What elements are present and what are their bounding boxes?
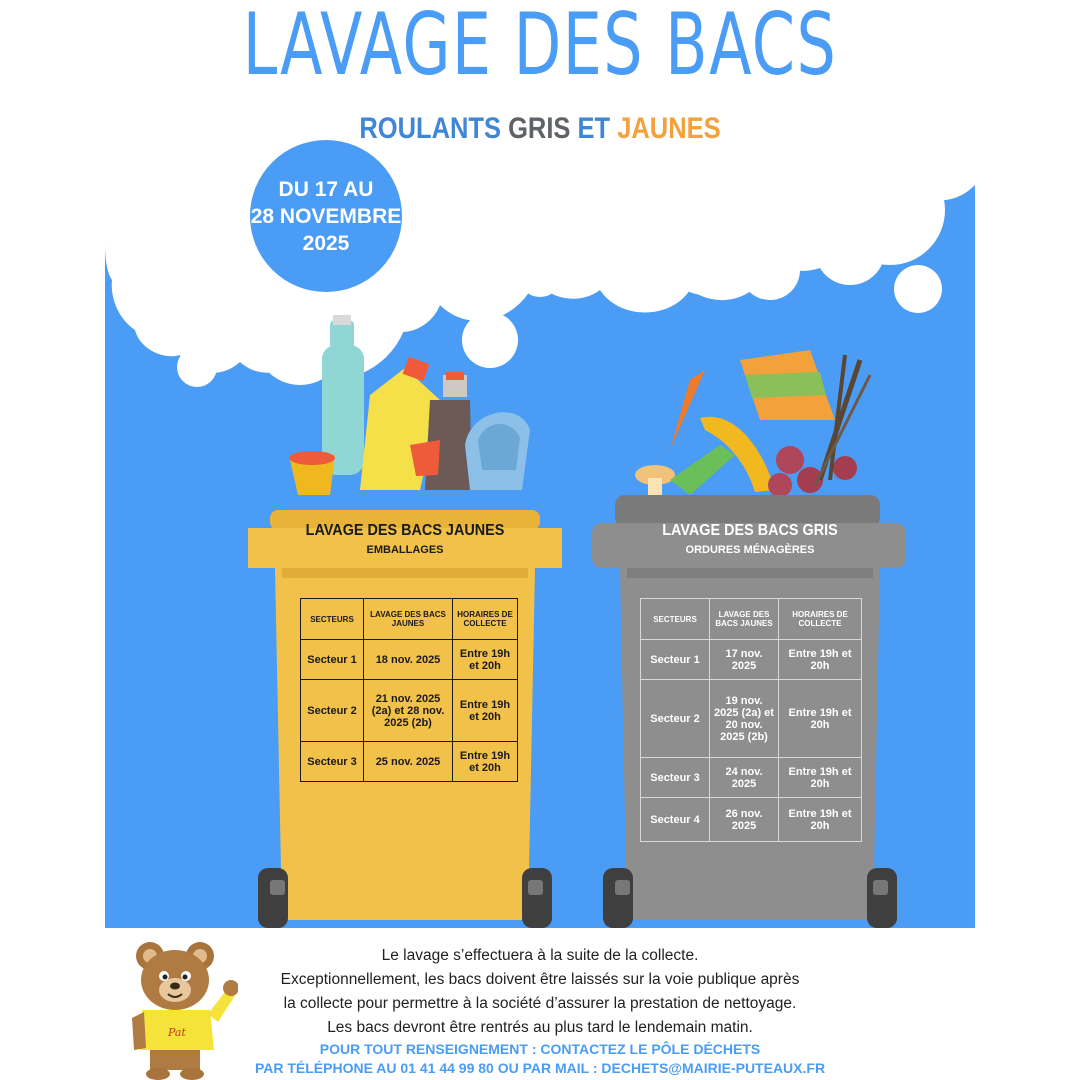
table-header-row bbox=[301, 599, 518, 640]
table-cell: Secteur 4 bbox=[641, 798, 710, 842]
table-row bbox=[641, 798, 862, 842]
yellow-bin-subtitle: EMBALLAGES bbox=[366, 544, 444, 556]
table-cell: 24 nov. 2025 bbox=[710, 758, 779, 798]
table-cell: Entre 19h et 20h bbox=[453, 680, 518, 742]
table-cell: Secteur 3 bbox=[641, 758, 710, 798]
table-cell: Entre 19h et 20h bbox=[453, 640, 518, 680]
column-header: SECTEURS bbox=[301, 599, 364, 640]
yellow-schedule-table bbox=[300, 598, 518, 782]
column-header: SECTEURS bbox=[641, 599, 710, 640]
grey-bin-subtitle: ORDURES MÉNAGÈRES bbox=[685, 544, 815, 556]
table-cell: Entre 19h et 20h bbox=[779, 640, 862, 680]
footer-line-1: Le lavage s’effectuera à la suite de la collecte. bbox=[381, 947, 699, 964]
table-cell: Secteur 2 bbox=[641, 680, 710, 758]
table-row bbox=[641, 758, 862, 798]
table-row bbox=[301, 640, 518, 680]
table-cell: Entre 19h et 20h bbox=[453, 742, 518, 782]
date-line-1: DU 17 AU bbox=[278, 177, 374, 201]
date-line-3: 2025 bbox=[302, 231, 350, 255]
grey-bin-heading bbox=[595, 522, 905, 556]
date-line-2: 28 NOVEMBRE bbox=[250, 204, 402, 228]
column-header: HORAIRES DE COLLECTE bbox=[779, 599, 862, 640]
table-cell: Secteur 1 bbox=[301, 640, 364, 680]
table-cell: 25 nov. 2025 bbox=[364, 742, 453, 782]
mascot-shirt-text: Pat bbox=[168, 1026, 186, 1039]
table-header-row bbox=[641, 599, 862, 640]
table-row bbox=[641, 640, 862, 680]
page-subtitle bbox=[81, 112, 999, 146]
table-cell: Secteur 3 bbox=[301, 742, 364, 782]
table-cell: 21 nov. 2025 (2a) et 28 nov. 2025 (2b) bbox=[364, 680, 453, 742]
table-cell: 17 nov. 2025 bbox=[710, 640, 779, 680]
contact-line-1: POUR TOUT RENSEIGNEMENT : CONTACTEZ LE PÔLE DÉCHETS bbox=[319, 1041, 761, 1057]
subtitle-part-gris: GRIS bbox=[508, 112, 571, 145]
contact-info bbox=[150, 1040, 930, 1078]
table-cell: Secteur 1 bbox=[641, 640, 710, 680]
table-cell: Entre 19h et 20h bbox=[779, 758, 862, 798]
footer-line-2: Exceptionnellement, les bacs doivent être laissés sur la voie publique après bbox=[280, 971, 800, 988]
footer-notice bbox=[220, 944, 860, 1040]
table-cell: 19 nov. 2025 (2a) et 20 nov. 2025 (2b) bbox=[710, 680, 779, 758]
subtitle-part-roulants: ROULANTS bbox=[359, 112, 509, 145]
column-header: HORAIRES DE COLLECTE bbox=[453, 599, 518, 640]
contact-line-2: PAR TÉLÉPHONE AU 01 41 44 99 80 OU PAR MAIL : DECHETS@MAIRIE-PUTEAUX.FR bbox=[254, 1060, 826, 1076]
yellow-bin-heading bbox=[250, 522, 560, 556]
column-header: LAVAGE DES BACS JAUNES bbox=[710, 599, 779, 640]
footer-line-3: la collecte pour permettre à la société d’assurer la prestation de nettoyage. bbox=[283, 995, 797, 1012]
table-cell: Entre 19h et 20h bbox=[779, 680, 862, 758]
date-badge bbox=[250, 140, 402, 292]
page-title: LAVAGE DES BACS bbox=[242, 0, 838, 95]
grey-schedule-table bbox=[640, 598, 862, 842]
column-header: LAVAGE DES BACS JAUNES bbox=[364, 599, 453, 640]
table-cell: Entre 19h et 20h bbox=[779, 798, 862, 842]
table-cell: 18 nov. 2025 bbox=[364, 640, 453, 680]
table-row bbox=[301, 742, 518, 782]
table-cell: 26 nov. 2025 bbox=[710, 798, 779, 842]
table-cell: Secteur 2 bbox=[301, 680, 364, 742]
subtitle-part-et: ET bbox=[570, 112, 618, 145]
grey-bin-title: LAVAGE DES BACS GRIS bbox=[662, 522, 838, 539]
subtitle-part-jaunes: JAUNES bbox=[617, 112, 721, 145]
footer-line-4: Les bacs devront être rentrés au plus tard le lendemain matin. bbox=[327, 1019, 753, 1036]
table-row bbox=[641, 680, 862, 758]
table-row bbox=[301, 680, 518, 742]
yellow-bin-title: LAVAGE DES BACS JAUNES bbox=[305, 522, 505, 539]
